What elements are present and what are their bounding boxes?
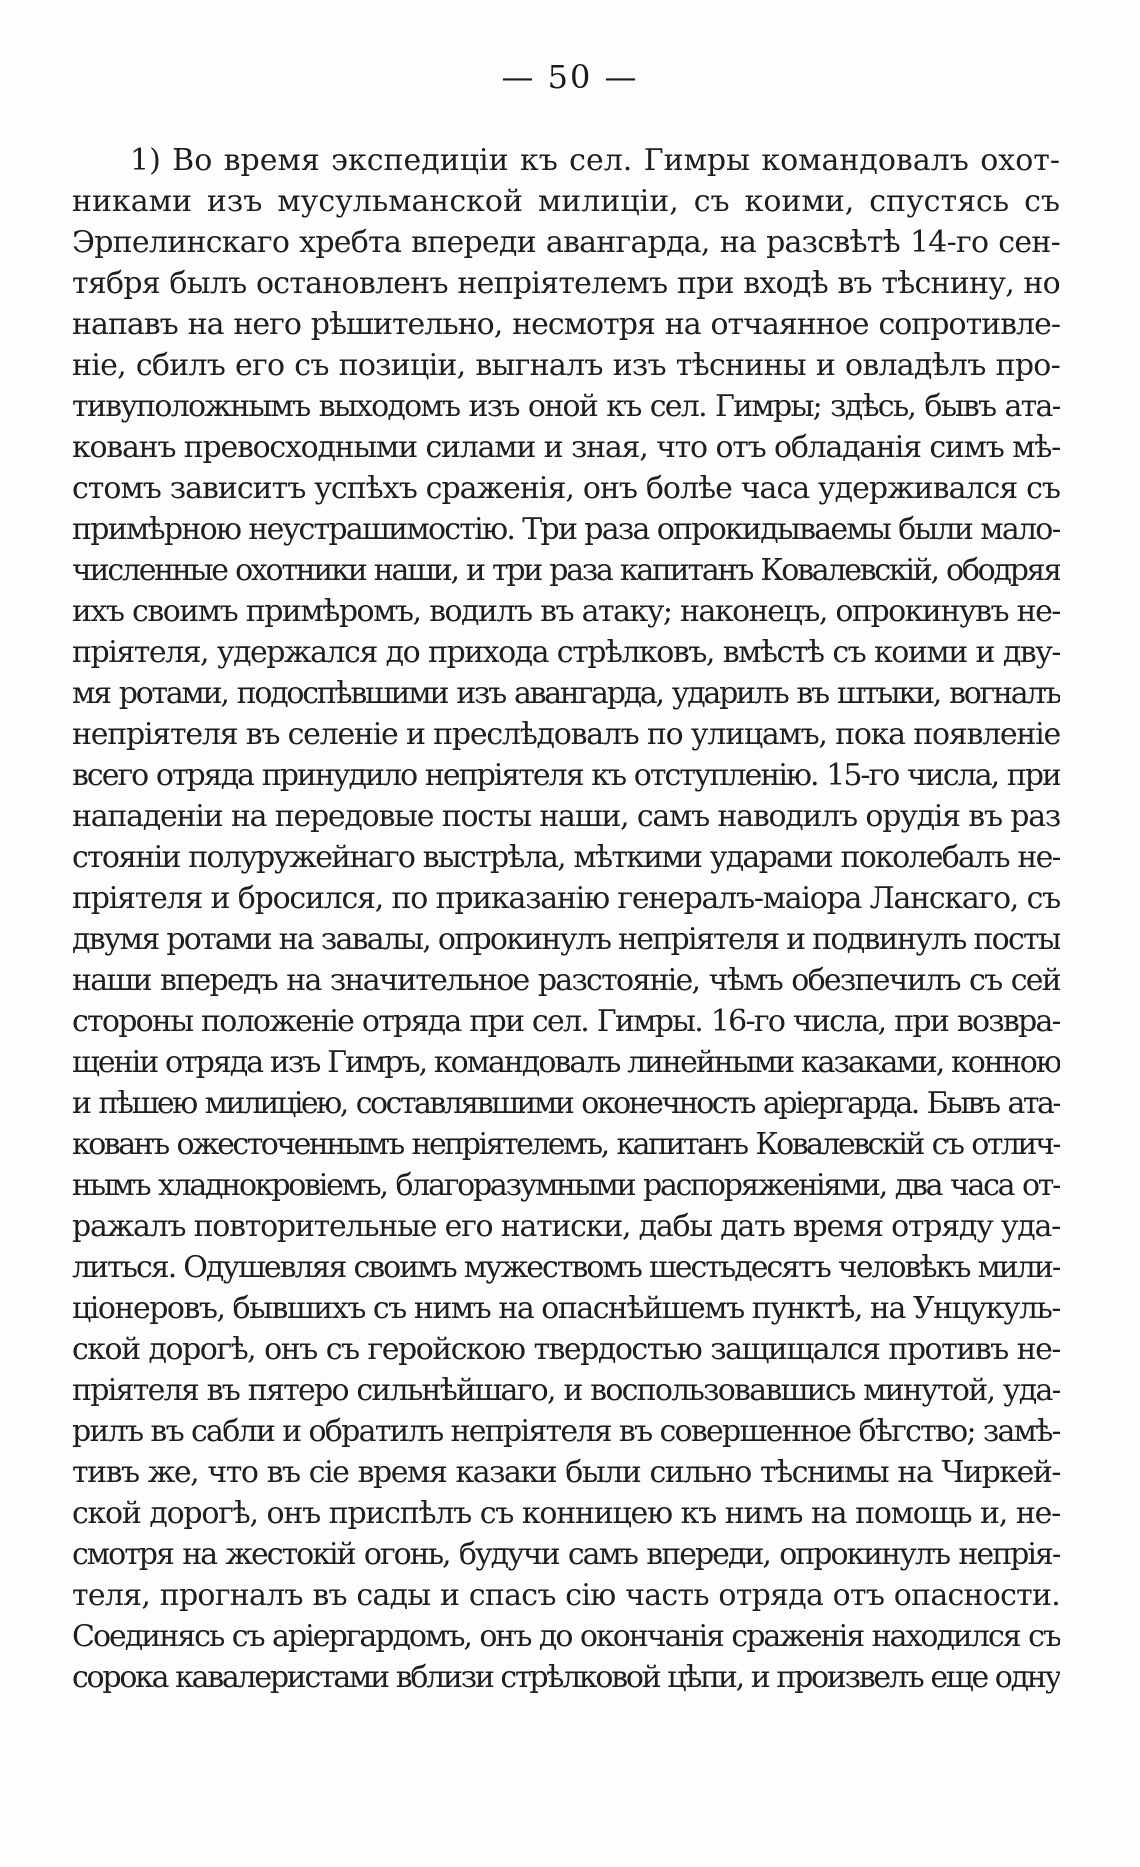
- text-line: стояніи полуружейнаго выстрѣла, мѣткими ударами поколебалъ не-: [72, 840, 1060, 875]
- text-line: тивуположнымъ выходомъ изъ оной къ сел. Гимры; здѣсь, бывъ ата-: [72, 389, 1060, 424]
- text-line: сорока кавалеристами вблизи стрѣлковой цѣпи, и произвелъ еще одну: [72, 1660, 1060, 1695]
- text-line: напавъ на него рѣшительно, несмотря на отчаянное сопротивле-: [72, 307, 1060, 342]
- text-line: стороны положеніе отряда при сел. Гимры. 16-го числа, при возвра-: [72, 1004, 1060, 1039]
- text-line: щеніи отряда изъ Гимръ, командовалъ линейными казаками, конною: [72, 1045, 1060, 1080]
- text-line: никами изъ мусульманской милиціи, съ коими, спустясь съ: [72, 184, 1060, 219]
- text-line: Соединясь съ аріергардомъ, онъ до окончанія сраженія находился съ: [72, 1619, 1060, 1654]
- text-line: смотря на жестокій огонь, будучи самъ впереди, опрокинулъ непрія-: [72, 1537, 1060, 1572]
- text-line: мя ротами, подоспѣвшими изъ авангарда, ударилъ въ штыки, вогналъ: [72, 676, 1060, 711]
- text-line: ніе, сбилъ его съ позиціи, выгналъ изъ тѣснины и овладѣлъ про-: [72, 348, 1060, 383]
- text-line: наши впередъ на значительное разстояніе, чѣмъ обезпечилъ съ сей: [72, 963, 1060, 998]
- text-line: примѣрною неустрашимостію. Три раза опрокидываемы были мало-: [72, 512, 1060, 547]
- text-line: кованъ превосходными силами и зная, что отъ обладанія симъ мѣ-: [72, 430, 1060, 465]
- page-number: — 50 —: [501, 58, 639, 96]
- text-line: нымъ хладнокровіемъ, благоразумными распоряженіями, два часа от-: [72, 1168, 1060, 1203]
- text-line: пріятеля, удержался до прихода стрѣлковъ, вмѣстѣ съ коими и дву-: [72, 635, 1060, 670]
- text-line: литься. Одушевляя своимъ мужествомъ шестьдесятъ человѣкъ мили-: [72, 1250, 1060, 1285]
- text-line: тября былъ остановленъ непріятелемъ при входѣ въ тѣснину, но: [72, 266, 1060, 301]
- text-line: стомъ зависитъ успѣхъ сраженія, онъ болѣе часа удерживался съ: [72, 471, 1060, 506]
- text-line: пріятеля въ пятеро сильнѣйшаго, и воспользовавшись минутой, уда-: [72, 1373, 1060, 1408]
- text-line: нападеніи на передовые посты наши, самъ наводилъ орудія въ раз: [72, 799, 1060, 834]
- text-line: теля, прогналъ въ сады и спасъ сію часть отряда отъ опасности.: [72, 1578, 1060, 1613]
- text-line: ской дорогѣ, онъ съ геройскою твердостью защищался противъ не-: [72, 1332, 1060, 1367]
- text-line: 1) Во время экспедиціи къ сел. Гимры командовалъ охот-: [130, 143, 1060, 178]
- text-line: непріятеля въ селеніе и преслѣдовалъ по улицамъ, пока появленіе: [72, 717, 1060, 752]
- text-line: всего отряда принудило непріятеля къ отступленію. 15-го числа, при: [72, 758, 1060, 793]
- text-line: ской дорогѣ, онъ приспѣлъ съ конницею къ нимъ на помощь и, не-: [72, 1496, 1060, 1531]
- text-line: тивъ же, что въ сіе время казаки были сильно тѣснимы на Чиркей-: [72, 1455, 1060, 1490]
- text-line: рилъ въ сабли и обратилъ непріятеля въ совершенное бѣгство; замѣ-: [72, 1414, 1060, 1449]
- text-line: двумя ротами на завалы, опрокинулъ непріятеля и подвинулъ посты: [72, 922, 1060, 957]
- text-line: и пѣшею милиціею, составлявшими оконечность аріергарда. Бывъ ата-: [72, 1086, 1060, 1121]
- text-line: пріятеля и бросился, по приказанію генералъ-маіора Ланскаго, съ: [72, 881, 1060, 916]
- text-line: ихъ своимъ примѣромъ, водилъ въ атаку; наконецъ, опрокинувъ не-: [72, 594, 1060, 629]
- text-line: численные охотники наши, и три раза капитанъ Ковалевскій, ободряя: [72, 553, 1060, 588]
- text-line: Эрпелинскаго хребта впереди авангарда, на разсвѣтѣ 14-го сен-: [72, 225, 1060, 260]
- text-line: кованъ ожесточеннымъ непріятелемъ, капитанъ Ковалевскій съ отлич-: [72, 1127, 1060, 1162]
- text-line: ражалъ повторительные его натиски, дабы дать время отряду уда-: [72, 1209, 1060, 1244]
- text-body: [72, 140, 1060, 1698]
- text-line: ціонеровъ, бывшихъ съ нимъ на опаснѣйшемъ пунктѣ, на Унцукуль-: [72, 1291, 1060, 1326]
